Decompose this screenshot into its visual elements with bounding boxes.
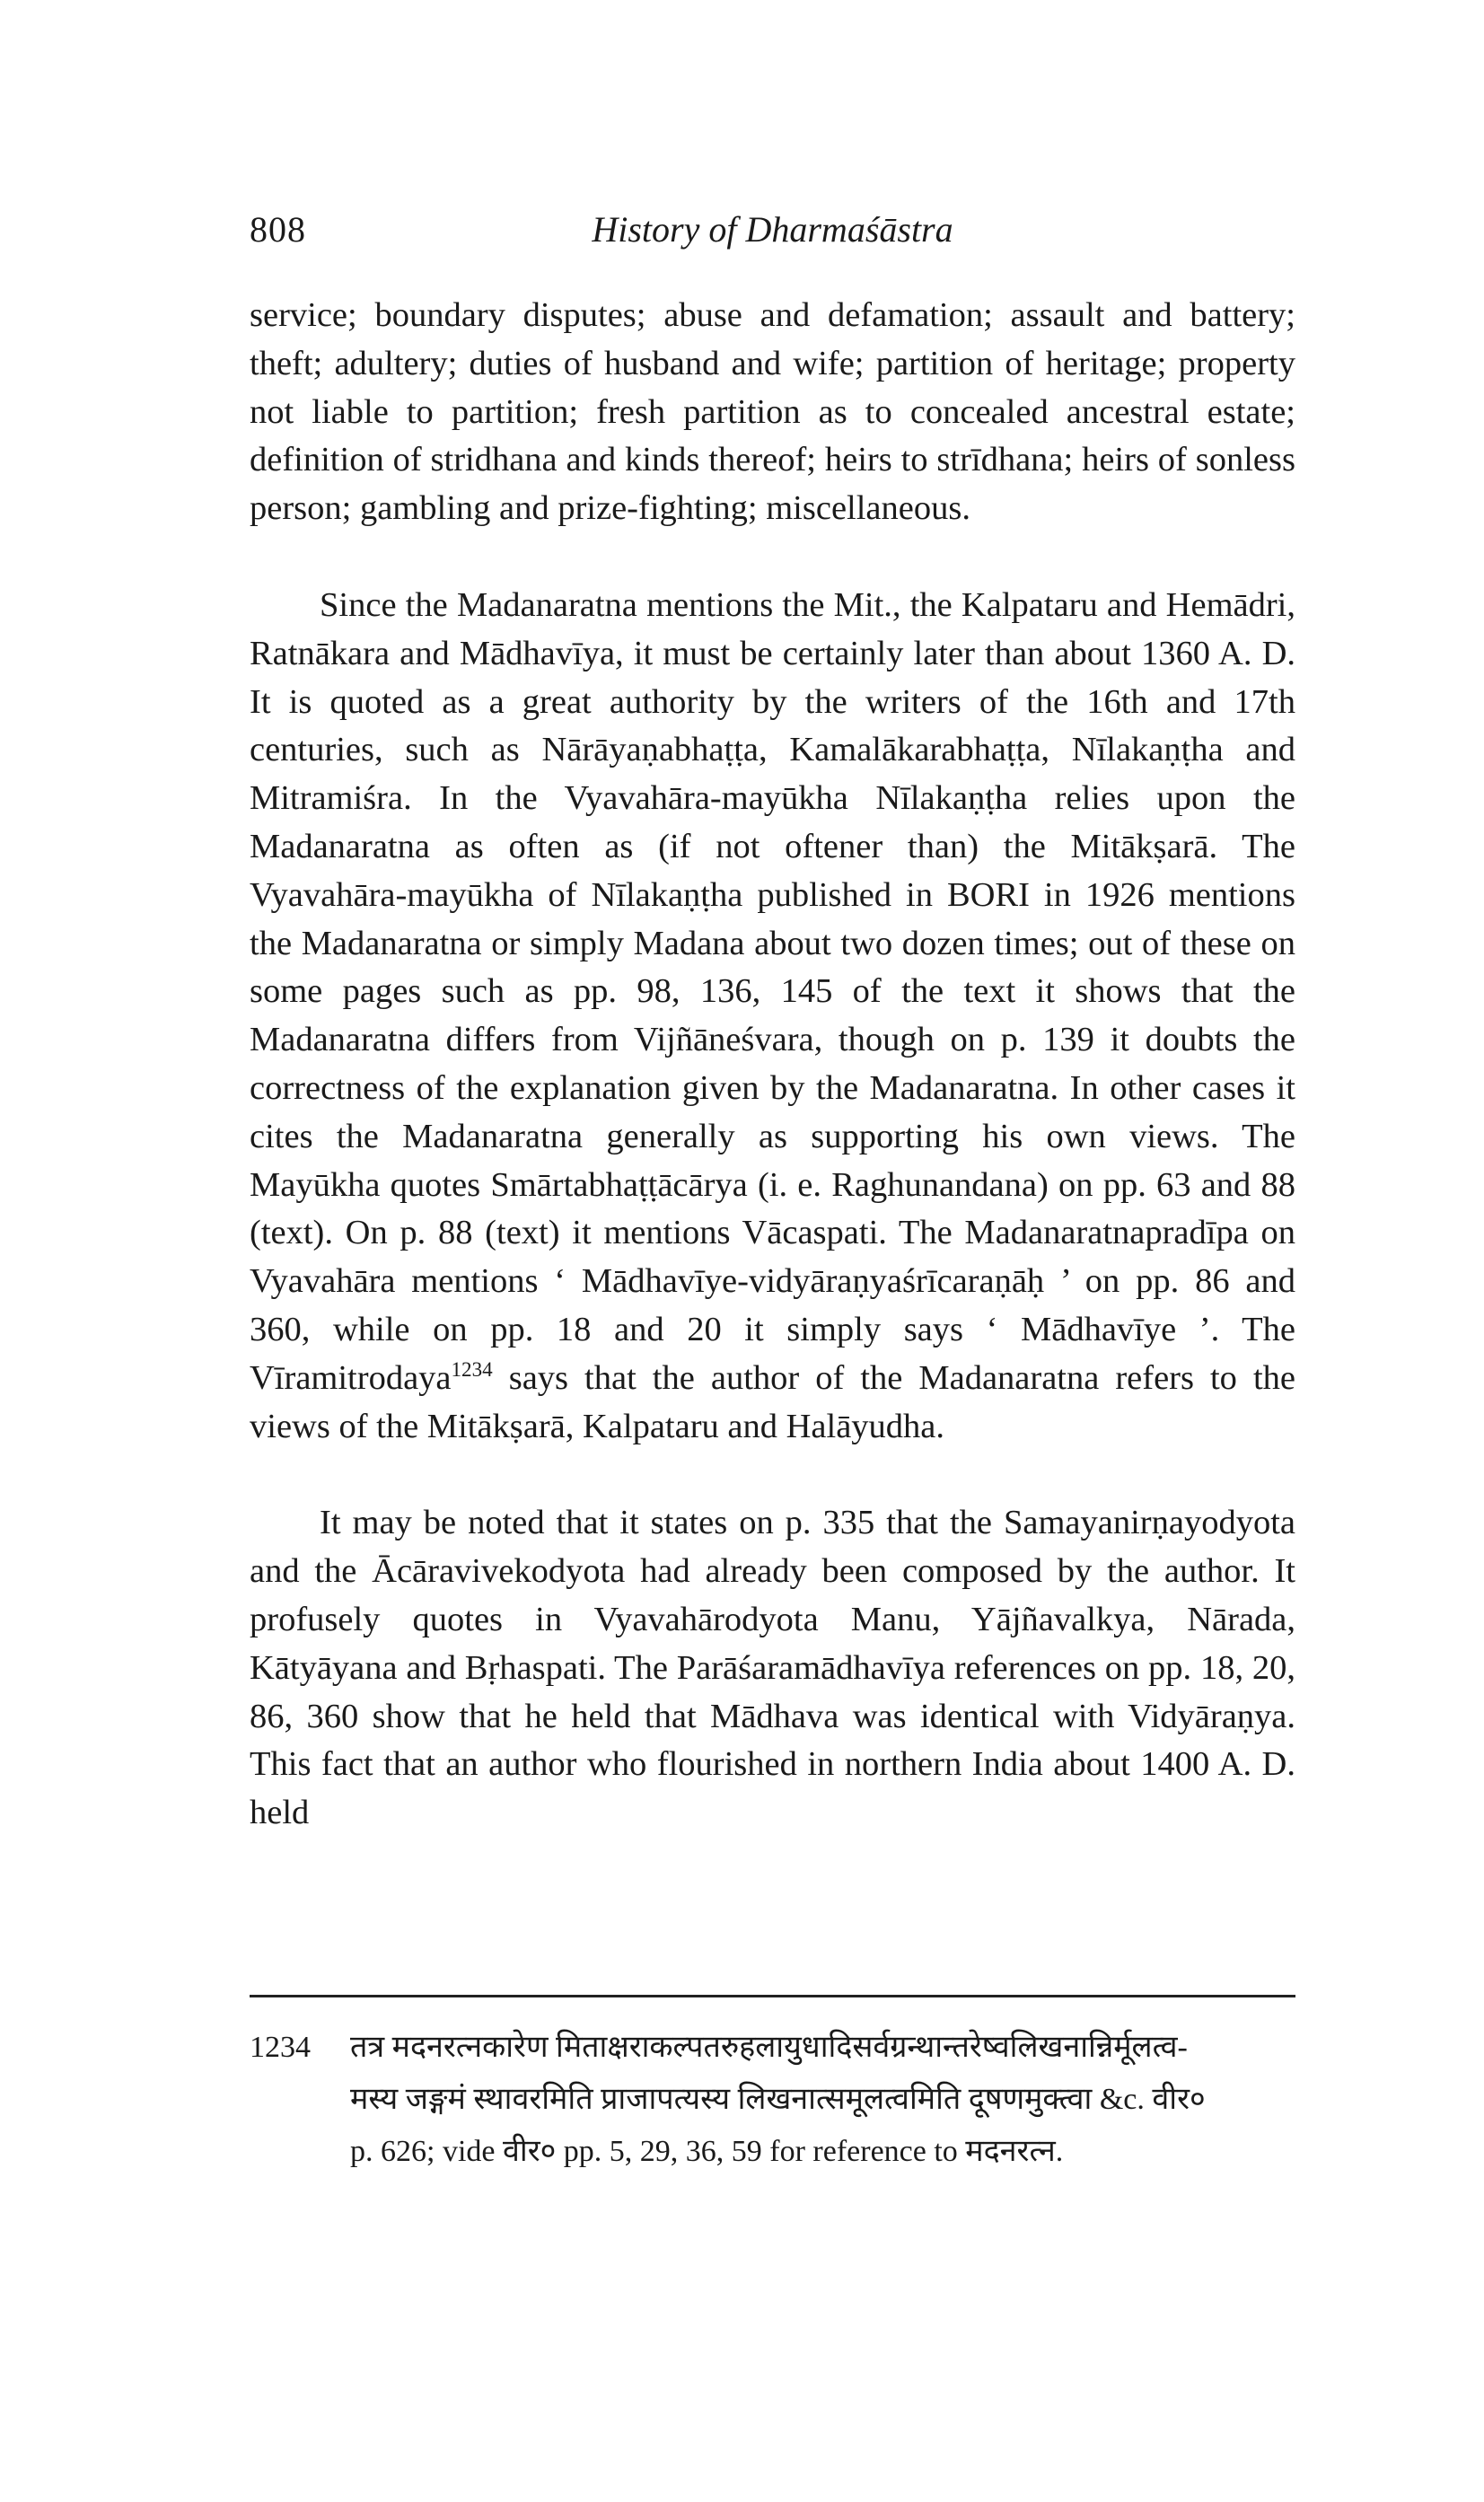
paragraph-2 <box>250 582 1295 1451</box>
paragraph-1: service; boundary disputes; abuse and defamation; assault and battery; theft; adultery; duties of husband and wife; partition of heritage; property not liable to partition; fresh partition as to concealed ancestral estate; definition of stridhana and kinds thereof; heirs to strīdhana; heirs of sonless person; gambling and prize-fighting; miscellaneous. <box>250 296 1295 528</box>
body-text <box>250 292 1295 1838</box>
footnote <box>250 2022 1304 2178</box>
page-header <box>250 208 1295 262</box>
paragraph-2-text: Since the Madanaratna mentions the Mit., the Kalpataru and Hemādri, Ratnākara and Mādhavīya, it must be certainly later than about 1360 A. D. It is quoted as a great authority by the writers of the 16th and 17th centuries, such as Nārāyaṇabhaṭṭa, Kamalākarabhaṭṭa, Nīlakaṇṭha and Mitramiśra. In the Vyavahāra-mayūkha Nīlakaṇṭha relies upon the Madanaratna as often as (if not oftener than) the Mitākṣarā. The Vyavahāra-mayūkha of Nīlakaṇṭha published in BORI in 1926 mentions the Madanaratna or simply Madana about two dozen times; out of these on some pages such as pp. 98, 136, 145 of the text it shows that the Madanaratna differs from Vijñāneśvara, though on p. 139 it doubts the correctness of the explanation given by the Madanaratna. In other cases it cites the Madanaratna generally as supporting his own views. The Mayūkha quotes Smārtabhaṭṭācārya (i. e. Raghunandana) on pp. 63 and 88 (text). On p. 88 (text) it mentions Vācaspati. The Madanaratnapradīpa on Vyavahāra mentions ‘ Mādhavīye-vidyāraṇyaśrīcaraṇāḥ ’ on pp. 86 and 360, while on pp. 18 and 20 it simply says ‘ Mādhavīye ’. The Vīramitrodaya <box>250 585 1295 1397</box>
footnote-divider <box>250 1995 1295 1997</box>
paragraph-2-text-continued: says that the author of the Madanaratna refers to the views of the Mitākṣarā, Kalpataru and Halāyudha. <box>250 1358 1295 1445</box>
running-title: History of Dharmaśāstra <box>592 209 953 250</box>
page-number: 808 <box>250 209 306 250</box>
paragraph-3: It may be noted that it states on p. 335 that the Samayanirṇayodyota and the Ācāravivekodyota had already been composed by the author. It profusely quotes in Vyavahārodyota Manu, Yājñavalkya, Nārada, Kātyāyana and Bṛhaspati. The Parāśaramādhavīya references on pp. 18, 20, 86, 360 show that he held that Mādhava was identical with Vidyāraṇya. This fact that an author who flourished in northern India about 1400 A. D. held <box>250 1504 1295 1832</box>
footnote-line-1 <box>250 2022 1304 2074</box>
footnote-line-2 <box>250 2074 1304 2126</box>
footnote-number: 1234 <box>250 2031 311 2064</box>
footnote-reference[interactable]: 1234 <box>451 1356 493 1381</box>
footnote-text-line-3: p. 626; vide वीर० pp. 5, 29, 36, 59 for reference to मदनरत्न. <box>350 2135 1064 2168</box>
footnote-line-3 <box>250 2126 1304 2178</box>
footnote-text-line-1: तत्र मदनरत्नकारेण मिताक्षराकल्पतरुहलायुधादिसर्वग्रन्थान्तरेष्वलिखनान्निर्मूलत्व- <box>350 2031 1188 2064</box>
footnote-text-line-2: मस्य जङ्गमं स्थावरमिति प्राजापत्यस्य लिखनात्समूलत्वमिति दूषणमुक्त्वा &c. वीर० <box>350 2083 1206 2116</box>
